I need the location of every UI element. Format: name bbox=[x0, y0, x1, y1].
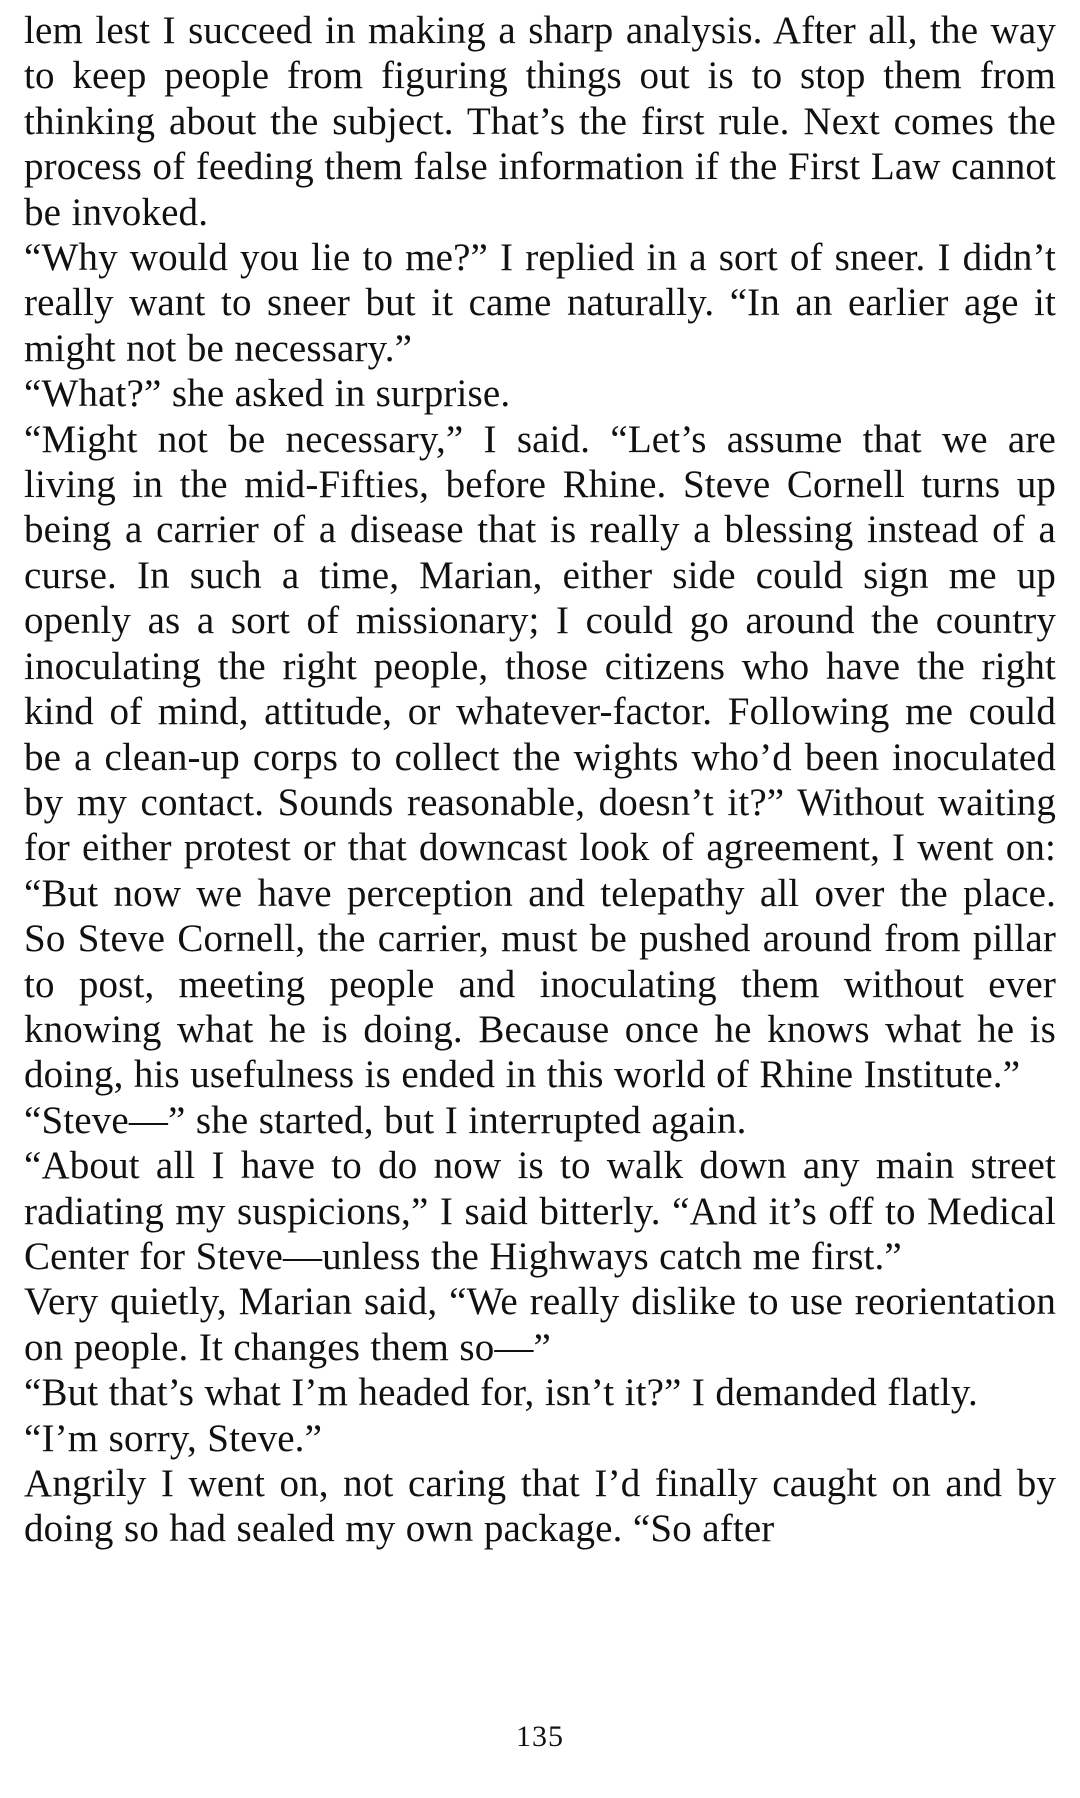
paragraph: “Why would you lie to me?” I replied in a sort of sneer. I didn’t really want to sneer but it came naturally. “In an earlier age it might not be necessary.” bbox=[24, 236, 1056, 370]
paragraph: “But that’s what I’m headed for, isn’t it?” I demanded flatly. bbox=[24, 1371, 978, 1415]
book-page bbox=[24, 0, 1056, 1798]
paragraph: Very quietly, Marian said, “We really dislike to use reorientation on people. It changes them so—” bbox=[24, 1280, 1056, 1369]
paragraph: “What?” she asked in surprise. bbox=[24, 372, 511, 416]
paragraph: “Steve—” she started, but I interrupted again. bbox=[24, 1098, 747, 1142]
page-number: 135 bbox=[516, 1720, 564, 1753]
paragraph: Angrily I went on, not caring that I’d finally caught on and by doing so had sealed my own package. “So after bbox=[24, 1462, 1056, 1551]
paragraph: “About all I have to do now is to walk down any main street radiating my suspicions,” I said bitterly. “And it’s off to Medical Center for Steve—unless the Highways catch me first.” bbox=[24, 1144, 1056, 1278]
paragraph: lem lest I succeed in making a sharp analysis. After all, the way to keep people from figuring things out is to stop them from thinking about the subject. That’s the first rule. Next comes the process of feeding them false information if the First Law cannot be invoked. bbox=[24, 9, 1056, 234]
body-text bbox=[24, 0, 1056, 1552]
paragraph: “I’m sorry, Steve.” bbox=[24, 1416, 323, 1460]
paragraph: “Might not be necessary,” I said. “Let’s assume that we are living in the mid-Fifties, before Rhine. Steve Cornell turns up being a carrier of a disease that is really a blessing instead of a curse. In such a time, Marian, either side could sign me up openly as a sort of missionary; I could go around the country inoculating the right people, those citizens who have the right kind of mind, attitude, or whatever-factor. Following me could be a clean-up corps to collect the wights who’d been inoculated by my contact. Sounds reasonable, doesn’t it?” Without waiting for either protest or that downcast look of agreement, I went on: “But now we have perception and telepathy all over the place. So Steve Cornell, the carrier, must be pushed around from pillar to post, meeting people and inoculating them without ever knowing what he is doing. Because once he knows what he is doing, his usefulness is ended in this world of Rhine Institute.” bbox=[24, 417, 1056, 1097]
